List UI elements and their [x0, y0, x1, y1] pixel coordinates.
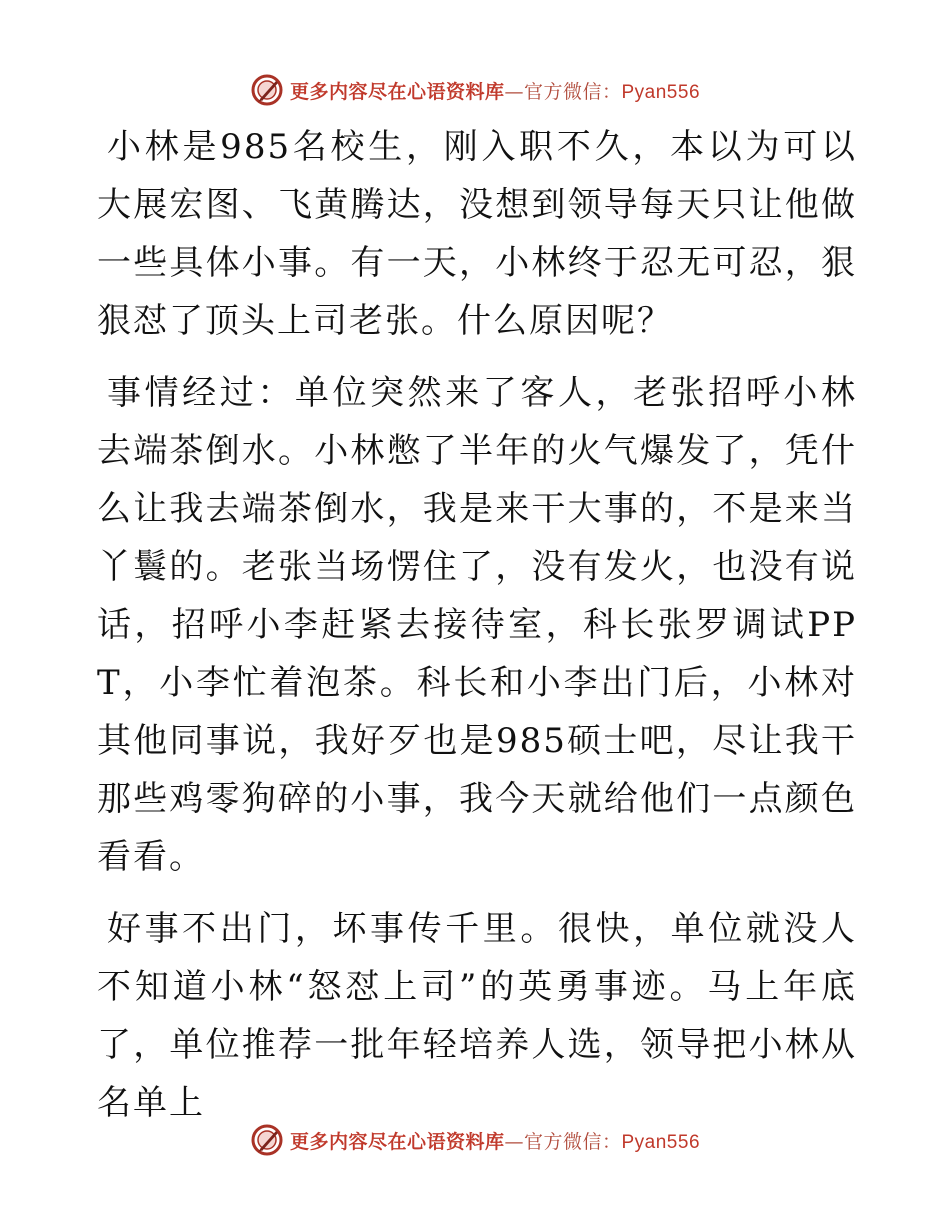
- banner-dash: —: [504, 80, 524, 103]
- pen-logo-icon: [250, 1123, 284, 1157]
- document-body: [97, 118, 857, 1146]
- banner-main-text: 更多内容尽在心语资料库: [289, 80, 505, 103]
- paragraph-2: 事情经过：单位突然来了客人，老张招呼小林去端茶倒水。小林憋了半年的火气爆发了，凭什么让我去端茶倒水，我是来干大事的，不是来当丫鬟的。老张当场愣住了，没有发火，也没有说话，招呼小李赶紧去接待室，科长张罗调试PPT，小李忙着泡茶。科长和小李出门后，小林对其他同事说，我好歹也是985硕士吧，尽让我干那些鸡零狗碎的小事，我今天就给他们一点颜色看看。: [97, 373, 857, 877]
- banner-wechat-label: 官方微信：: [523, 80, 622, 103]
- banner-main-text: 更多内容尽在心语资料库: [289, 1130, 505, 1153]
- banner-wechat-id: Pyan556: [621, 1131, 701, 1153]
- header-banner: [0, 70, 950, 110]
- pen-logo-icon: [250, 73, 284, 107]
- footer-banner: [0, 1120, 950, 1160]
- banner-text: [290, 1127, 700, 1154]
- banner-dash: —: [504, 1130, 524, 1153]
- banner-wechat-label: 官方微信：: [523, 1130, 622, 1153]
- paragraph-3: 好事不出门，坏事传千里。很快，单位就没人不知道小林“怒怼上司”的英勇事迹。马上年底了，单位推荐一批年轻培养人选，领导把小林从名单上: [97, 909, 857, 1123]
- banner-content: [250, 1123, 700, 1157]
- paragraph-1: 小林是985名校生，刚入职不久，本以为可以大展宏图、飞黄腾达，没想到领导每天只让他做一些具体小事。有一天，小林终于忍无可忍，狠狠怼了顶头上司老张。什么原因呢？: [97, 127, 857, 341]
- banner-text: [290, 77, 700, 104]
- banner-wechat-id: Pyan556: [621, 81, 701, 103]
- banner-content: [250, 73, 700, 107]
